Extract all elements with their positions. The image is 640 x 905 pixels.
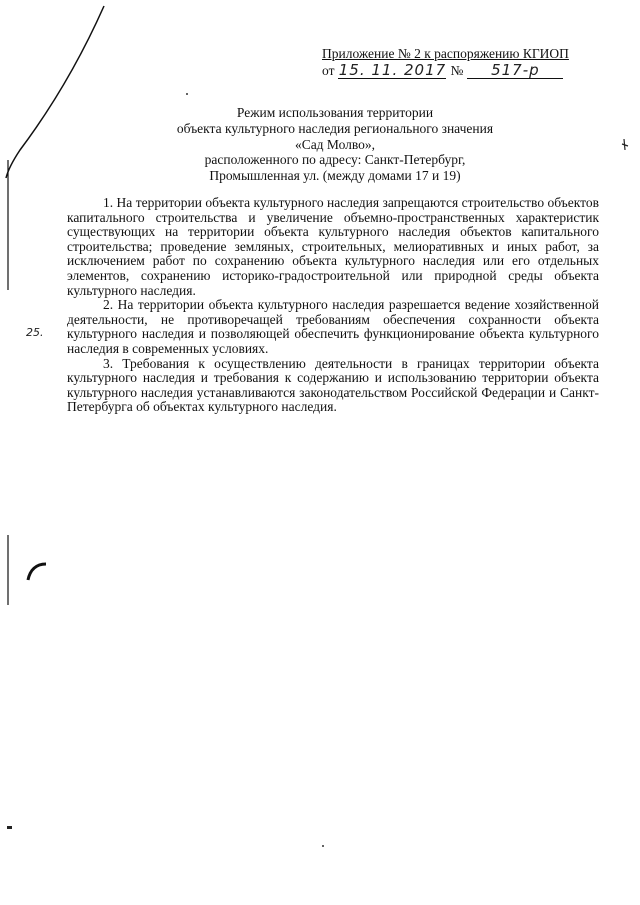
title-line-5: Промышленная ул. (между домами 17 и 19) (209, 168, 461, 184)
scan-dot-right (620, 138, 630, 152)
paragraph-1: 1. На территории объекта культурного наследия запрещаются строительство объектов капитального строительства и увеличение объемно-пространственных характеристик существующих на территории объекта культурного наследия объектов капитального строительства; проведение земляных, строительных, мелиоративных и иных работ, за исключением работ по сохранению объекта культурного наследия или его отдельных элементов, сохранению историко-градостроительной или природной среды объекта культурного наследия. (67, 195, 599, 298)
order-date: 15. 11. 2017 (338, 61, 447, 79)
scan-dot-top (185, 92, 189, 96)
title-line-4: расположенного по адресу: Санкт-Петербург, (204, 152, 466, 168)
scan-hook-mark (26, 560, 48, 582)
title-line-2: объекта культурного наследия регионального значения (176, 120, 494, 136)
appendix-header (322, 46, 572, 79)
appendix-reference: Приложение № 2 к распоряжению КГИОП (322, 46, 569, 61)
document-body (67, 196, 599, 415)
paragraph-3: 3. Требования к осуществлению деятельности в границах территории объекта культурного наследия и требования к содержанию и использованию территории объекта культурного наследия устанавливаются законодательством Российской Федерации и Санкт-Петербурга об объектах культурного наследия. (67, 355, 599, 415)
order-date-number (322, 62, 572, 79)
margin-handwritten-number: 25. (26, 326, 44, 339)
title-line-1: Режим использования территории (236, 105, 434, 120)
scan-edge-line-left-middle (6, 535, 10, 605)
document-title (140, 105, 530, 184)
number-sign: № (450, 63, 464, 78)
title-line-3: «Сад Молво», (294, 136, 376, 152)
from-label: от (322, 63, 335, 78)
scan-dash-bottom-left (7, 826, 13, 830)
order-number: 517-р (467, 62, 563, 79)
scan-dot-bottom (321, 844, 325, 848)
paragraph-2: 2. На территории объекта культурного наследия разрешается ведение хозяйственной деятельности, не противоречащей требованиям обеспечения сохранности объекта культурного наследия и позволяющей обеспечить функционирование объекта культурного наследия в современных условиях. (67, 297, 599, 356)
